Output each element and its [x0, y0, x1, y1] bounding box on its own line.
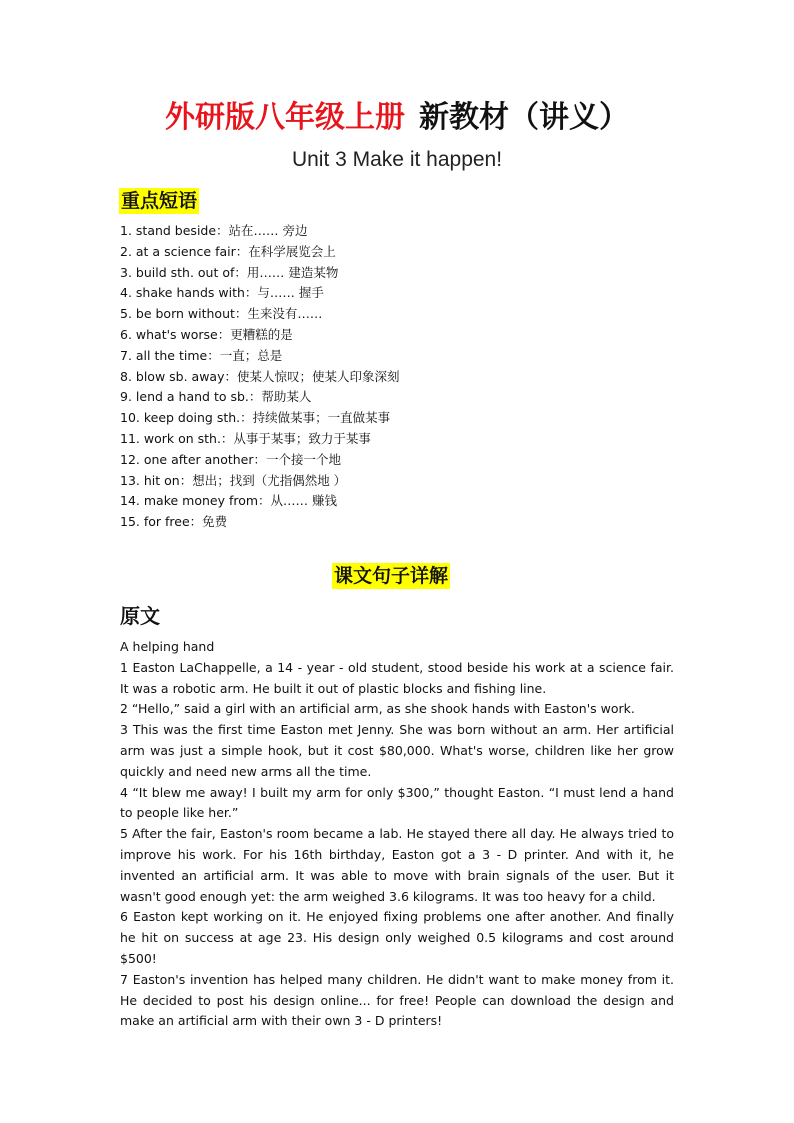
list-item: 13. hit on：想出；找到（尤指偶然地 ） — [120, 472, 347, 488]
paragraph: 6 Easton kept working on it. He enjoyed fixing problems one after another. And finally he hit on success at age 23. His design only weighed 0.5 kilograms and cost around $500! — [120, 909, 674, 966]
paragraph: 7 Easton's invention has helped many children. He didn't want to make money from it. He decided to post his design online... for free! People can download the design and make an artificial arm with their own 3 - D printers! — [120, 971, 674, 1029]
list-item: 10. keep doing sth.：持续做某事；一直做某事 — [120, 410, 391, 426]
document-title — [0, 98, 794, 138]
list-item: 14. make money from：从…… 赚钱 — [120, 493, 338, 509]
paragraph: 3 This was the first time Easton met Jenny. She was born without an arm. Her artificial arm was just a simple hook, but it cost $80,000. What's worse, children like her grow quickly and need new arms all the time. — [120, 722, 674, 779]
list-item: 4. shake hands with：与…… 握手 — [120, 285, 324, 301]
title-black: 新教材（讲义） — [419, 100, 629, 135]
list-item: 1. stand beside：站在…… 旁边 — [120, 223, 308, 238]
title-red: 外研版八年级上册 — [165, 100, 405, 135]
list-item: 6. what's worse：更糟糕的是 — [120, 326, 293, 342]
list-item: 5. be born without：生来没有…… — [120, 306, 323, 322]
list-item: 7. all the time：一直；总是 — [120, 347, 283, 363]
list-item: 3. build sth. out of：用…… 建造某物 — [120, 264, 339, 280]
list-item: 9. lend a hand to sb.：帮助某人 — [120, 389, 312, 405]
list-item: 12. one after another：一个接一个地 — [120, 451, 342, 467]
paragraph: 2 “Hello,” said a girl with an artificial arm, as she shook hands with Easton's work. — [120, 701, 635, 717]
paragraph: 5 After the fair, Easton's room became a lab. He stayed there all day. He always tried to improve his work. For his 16th birthday, Easton got a 3 - D printer. And with it, he invented an artificial arm. It was able to move with brain signals of the user. But it wasn't good enough yet: the arm weighed 3.6 kilograms. It was too heavy for a child. — [120, 826, 674, 904]
list-item: 2. at a science fair：在科学展览会上 — [120, 243, 336, 259]
text-title: A helping hand — [120, 639, 215, 654]
text-explanation-heading: 课文句子详解 — [334, 565, 449, 587]
phrase-list — [120, 221, 400, 533]
list-item: 8. blow sb. away：使某人惊叹；使某人印象深刻 — [120, 368, 400, 384]
phrases-heading: 重点短语 — [121, 190, 198, 212]
paragraph: 4 “It blew me away! I built my arm for only $300,” thought Easton. “I must lend a hand to people like her.” — [120, 784, 674, 821]
original-text-heading: 原文 — [120, 604, 160, 628]
paragraph: 1 Easton LaChappelle, a 14 - year - old student, stood beside his work at a science fair. It was a robotic arm. He built it out of plastic blocks and fishing line. — [120, 659, 674, 696]
list-item: 11. work on sth.：从事于某事；致力于某事 — [120, 430, 371, 446]
original-text — [120, 637, 674, 1032]
unit-subtitle: Unit 3 Make it happen! — [291, 148, 503, 171]
list-item: 15. for free：免费 — [120, 514, 228, 530]
